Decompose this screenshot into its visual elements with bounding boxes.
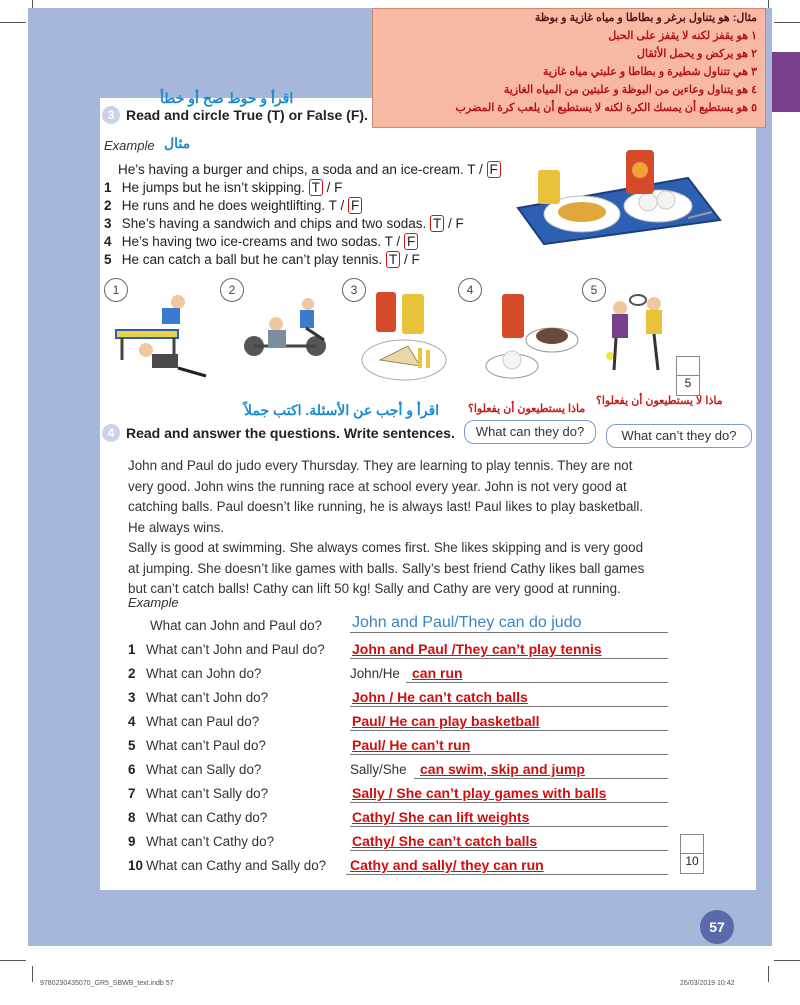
question-text: What can’t John and Paul do? (146, 642, 325, 657)
question-text: What can’t Paul do? (146, 738, 266, 753)
statement-number: 1 (104, 180, 112, 195)
question-6 (128, 762, 261, 777)
weightlifting-illustration (226, 296, 336, 384)
question-4 (128, 714, 259, 729)
footer-file-info: 9780230435070_GR5_SBWB_text.indb 57 (40, 980, 174, 987)
footer-timestamp: 26/03/2019 10:42 (680, 980, 735, 987)
answer-3: John / He can’t catch balls (352, 689, 528, 705)
statement-text: He jumps but he isn’t skipping. (121, 180, 305, 195)
question-number: 9 (128, 834, 136, 849)
example-label: Example (128, 595, 179, 610)
question-number: 5 (128, 738, 136, 753)
answer-8: Cathy/ She can lift weights (352, 809, 530, 825)
statement-text: He can catch a ball but he can’t play tennis. (121, 252, 383, 267)
answer-1: John and Paul /They can’t play tennis (352, 641, 602, 657)
arabic-translation-note (372, 8, 766, 128)
statement-number: 3 (104, 216, 112, 231)
question-number: 1 (128, 642, 136, 657)
true-option-circled[interactable]: T (386, 251, 400, 268)
question-text: What can’t John do? (146, 690, 269, 705)
answer-4: Paul/ He can play basketball (352, 713, 540, 729)
section3-arabic-title: اقرأ و حوط صح أو خطأ (160, 90, 294, 106)
question-9 (128, 834, 274, 849)
answer-9: Cathy/ She can’t catch balls (352, 833, 538, 849)
question-2 (128, 666, 261, 681)
section3-title: Read and circle True (T) or False (F). (126, 107, 368, 123)
question-text: What can’t Cathy do? (146, 834, 275, 849)
reading-paragraph-1: John and Paul do judo every Thursday. They are learning to play tennis. They are not very good. John wins the running race at school every year. John is not very good at catching balls. Paul doesn’t like running, he is always last! Paul likes to play basketball. He always wins. (128, 458, 644, 535)
example-question: What can John and Paul do? (150, 618, 322, 633)
picture-number: 3 (342, 278, 366, 302)
statement-3: 3 She’s having a sandwich and chips and two sodas. T / F (104, 216, 464, 231)
question-8 (128, 810, 267, 825)
question-text: What can Cathy and Sally do? (146, 858, 327, 873)
question-text: What can Sally do? (146, 762, 262, 777)
true-option[interactable]: T (328, 198, 337, 213)
question-text: What can Paul do? (146, 714, 260, 729)
reading-paragraph-2: Sally is good at swimming. She always comes first. She likes skipping and is very good at jumping. She doesn’t like games with balls. Sally’s best friend Cathy likes ball games but can’t catch balls! Cathy can lift 50 kg! Sally and Cathy are very good at running. (128, 540, 645, 596)
picture-number: 4 (458, 278, 482, 302)
question-number: 4 (128, 714, 136, 729)
answer-2: can run (412, 665, 463, 681)
sandwich-and-sodas-illustration (360, 290, 450, 386)
picture-number: 2 (220, 278, 244, 302)
statement-4: 4 He’s having two ice-creams and two sodas. T / F (104, 234, 418, 249)
arabic-note-line: مثال: هو يتناول برغر و بطاطا و مياه غازية و بوظة (534, 12, 757, 24)
true-option-circled[interactable]: T (430, 215, 444, 232)
section-tab (772, 52, 800, 112)
ice-creams-and-sodas-illustration (482, 290, 582, 386)
question-text: What can Cathy do? (146, 810, 268, 825)
statement-text: He’s having a burger and chips, a soda and an ice-cream. (118, 162, 464, 177)
section4-arabic-title: اقرأ و أجب عن الأسئلة. اكتب جملاً (244, 402, 440, 418)
false-option-circled[interactable]: F (348, 197, 362, 214)
page-number: 57 (700, 910, 734, 944)
false-option[interactable]: F (411, 252, 420, 267)
speech-bubble-cant: What can’t they do? (606, 424, 752, 448)
false-option[interactable]: F (455, 216, 464, 231)
arabic-note-line: ٣ هي تتناول شطيرة و بطاطا و علبتي مياه غازية (542, 66, 757, 78)
picture-number: 5 (582, 278, 606, 302)
question-7 (128, 786, 268, 801)
statement-number: 5 (104, 252, 112, 267)
question-3 (128, 690, 268, 705)
section4-title: Read and answer the questions. Write sentences. (126, 425, 455, 441)
section4-number: 4 (102, 424, 120, 442)
example-label: Example (104, 138, 155, 153)
section3-score-box (676, 356, 700, 396)
arabic-note-line: ٤ هو يتناول وعاءين من البوظة و علبتين من المياه الغازية (503, 84, 757, 96)
statement-text: He’s having two ice-creams and two sodas. (121, 234, 382, 249)
boy-jumping-illustration (112, 290, 212, 384)
question-5 (128, 738, 266, 753)
arabic-note-line: ٢ هو يركض و يحمل الأثقال (637, 48, 757, 60)
section3-score-total: 5 (684, 376, 692, 390)
statement-number: 2 (104, 198, 112, 213)
question-number: 10 (128, 858, 143, 873)
true-option[interactable]: T (384, 234, 393, 249)
food-tray-illustration (498, 148, 722, 246)
section4-score-box (680, 834, 704, 874)
statement-5: 5 He can catch a ball but he can’t play tennis. T / F (104, 252, 420, 267)
answer-6: can swim, skip and jump (420, 761, 585, 777)
question-1 (128, 642, 325, 657)
arabic-note-line: ٥ هو يستطيع أن يمسك الكرة لكنه لا يستطيع أن يلعب كرة المضرب (455, 102, 757, 114)
question-number: 8 (128, 810, 136, 825)
answer-prefix: Sally/She (350, 762, 407, 777)
false-option-circled[interactable]: F (404, 233, 418, 250)
question-number: 6 (128, 762, 136, 777)
arabic-cant-label: ماذا لا يستطيعون أن يفعلوا؟ (596, 395, 723, 407)
section3-number: 3 (102, 106, 120, 124)
example-arabic-label: مثال (164, 135, 191, 151)
answer-10: Cathy and sally/ they can run (350, 857, 544, 873)
section4-score-total: 10 (685, 854, 699, 868)
statement-1: 1 He jumps but he isn’t skipping. T / F (104, 180, 343, 195)
question-text: What can John do? (146, 666, 262, 681)
statement-text: She’s having a sandwich and chips and two sodas. (121, 216, 427, 231)
false-option-circled[interactable]: F (487, 161, 501, 178)
question-text: What can’t Sally do? (146, 786, 269, 801)
question-number: 7 (128, 786, 136, 801)
question-number: 2 (128, 666, 136, 681)
false-option[interactable]: F (334, 180, 343, 195)
example-statement: He’s having a burger and chips, a soda and an ice-cream. T / F (118, 162, 501, 177)
example-answer: John and Paul/They can do judo (352, 614, 582, 631)
statement-number: 4 (104, 234, 112, 249)
speech-bubble-can: What can they do? (464, 420, 596, 444)
boys-playing-tennis-illustration (598, 290, 678, 382)
statement-text: He runs and he does weightlifting. (121, 198, 326, 213)
arabic-note-line: ١ هو يقفز لكنه لا يقفز على الحبل (608, 30, 757, 42)
answer-5: Paul/ He can’t run (352, 737, 471, 753)
answer-7: Sally / She can’t play games with balls (352, 785, 607, 801)
question-number: 3 (128, 690, 136, 705)
picture-number: 1 (104, 278, 128, 302)
true-option[interactable]: T (467, 162, 476, 177)
arabic-can-label: ماذا يستطيعون أن يفعلوا؟ (468, 403, 586, 415)
statement-2: 2 He runs and he does weightlifting. T / F (104, 198, 362, 213)
answer-prefix: John/He (350, 666, 400, 681)
true-option-circled[interactable]: T (309, 179, 323, 196)
question-10 (128, 858, 326, 873)
